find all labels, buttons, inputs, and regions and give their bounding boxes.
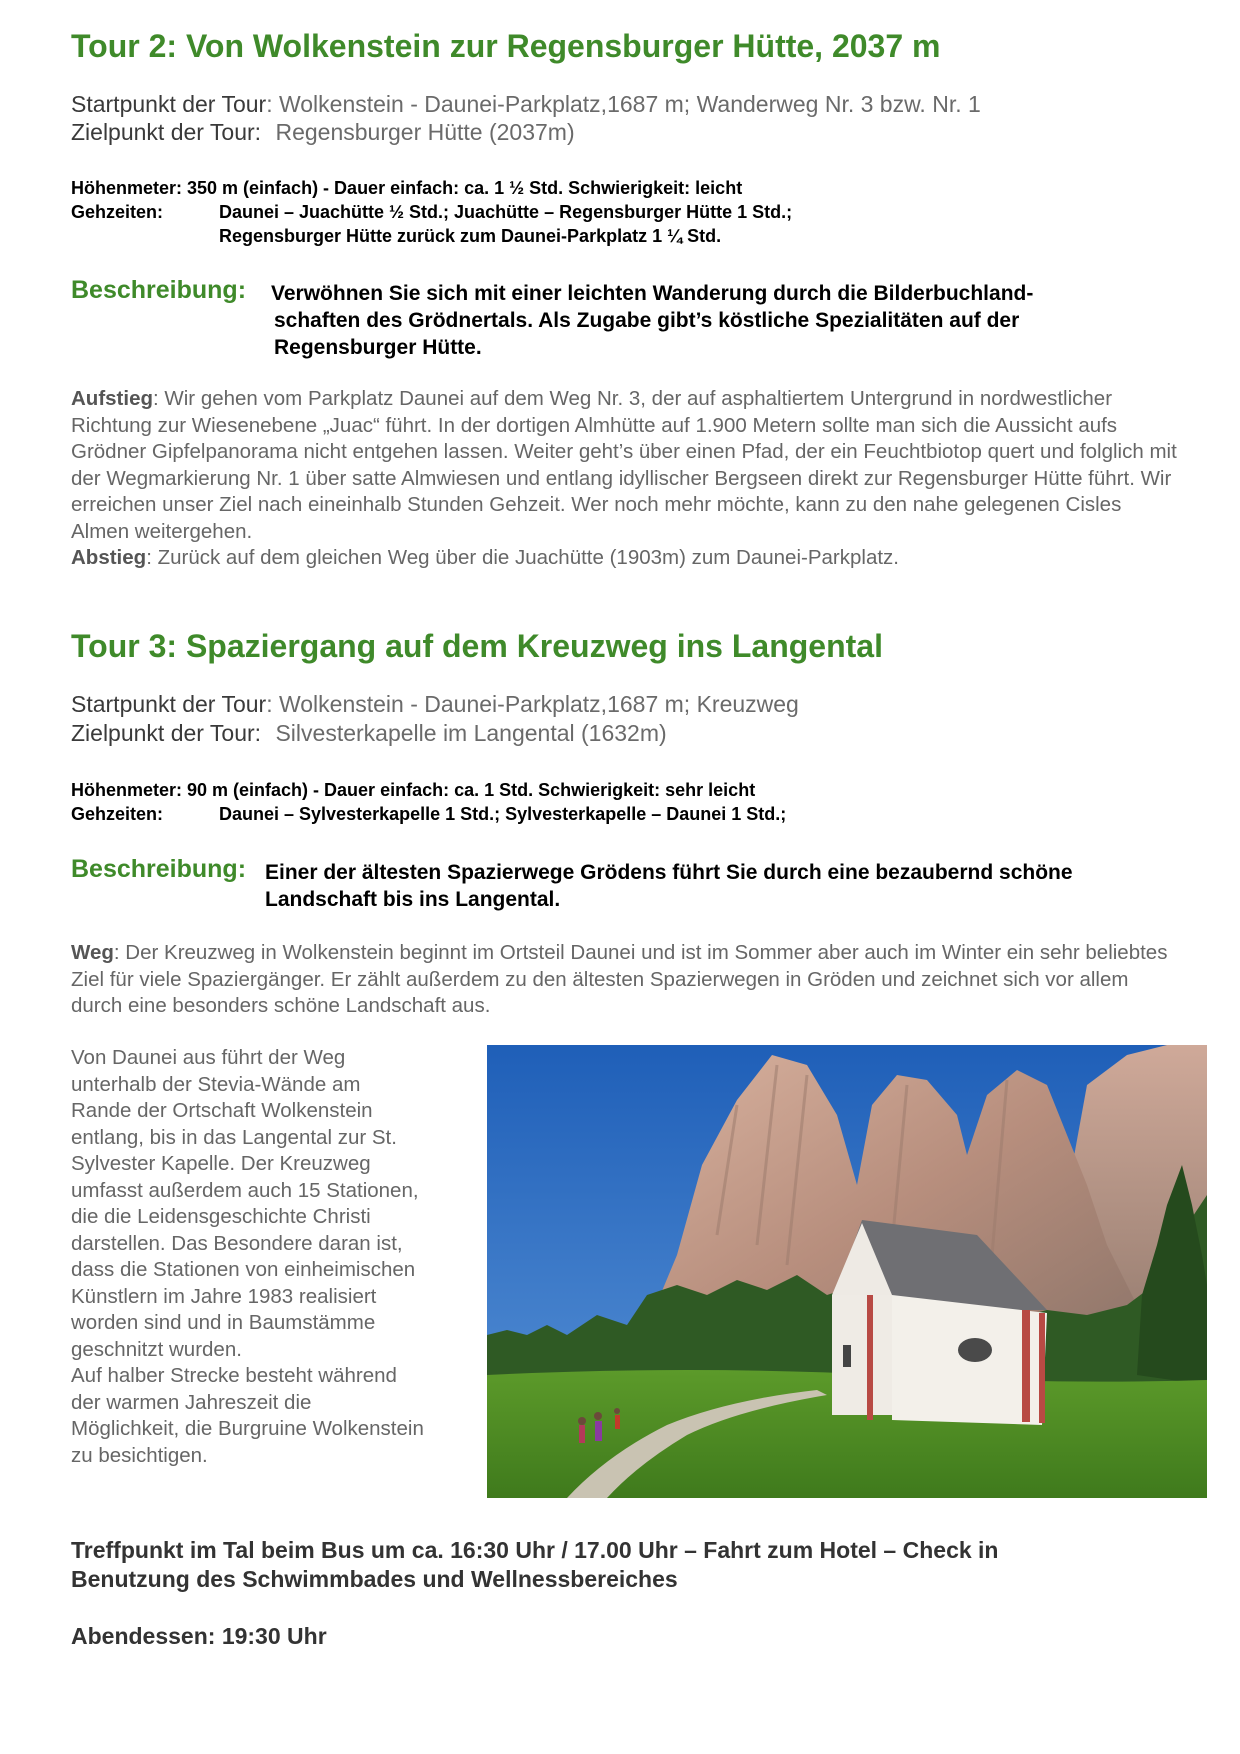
tour2-desc-line1: Verwöhnen Sie sich mit einer leichten Wanderung durch die Bilderbuchland- xyxy=(271,282,1034,305)
tour2-start-label: Startpunkt der Tour xyxy=(71,91,267,117)
side-text-line: unterhalb der Stevia-Wände am xyxy=(71,1072,361,1096)
side-text-line: Von Daunei aus führt der Weg xyxy=(71,1046,346,1069)
tour3-goal-value: Silvesterkapelle im Langental (1632m) xyxy=(275,720,667,746)
tour3-start-label: Startpunkt der Tour xyxy=(71,691,267,717)
side-text-line: geschnitzt wurden. xyxy=(71,1337,242,1361)
side-text-line: zu besichtigen. xyxy=(71,1443,208,1467)
chapel-mountain-photo xyxy=(487,1045,1207,1498)
tour2-desc-line3: Regensburger Hütte. xyxy=(274,336,482,359)
tour2-ascent-text: : Wir gehen vom Parkplatz Daunei auf dem Weg Nr. 3, der auf asphaltiertem Untergrund in nordwestlicher Richtung zur Wiesenebene „Juac“ führt. In der dortigen Almhütte auf 1.900 Metern sollte man sich die Aussicht aufs Grödner Gipfelpanorama nicht entgehen lassen. Weiter geht’s über einen Pfad, der ein Feuchtbiotop quert und folglich mit der Wegmarkierung Nr. 1 über satte Almwiesen und entlang idyllischer Bergseen direkt zur Regensburger Hütte führt. Wir erreichen unser Ziel nach eineinhalb Stunden Gehzeit. Wer noch mehr möchte, kann zu den nahe gelegenen Cisles Almen weitergehen. xyxy=(71,387,1177,543)
footer-meeting xyxy=(71,1536,998,1594)
tour3-start-value: : Wolkenstein - Daunei-Parkplatz,1687 m; Kreuzweg xyxy=(266,691,799,717)
tour2-walk-label: Gehzeiten: xyxy=(71,202,164,222)
tour2-desc-line2: schaften des Grödnertals. Als Zugabe gibt’s köstliche Spezialitäten auf der xyxy=(274,309,1020,332)
side-text-line: Sylvester Kapelle. Der Kreuzweg xyxy=(71,1152,371,1175)
tour2-goal-value: Regensburger Hütte (2037m) xyxy=(275,119,575,145)
tour3-side-text xyxy=(71,1045,471,1469)
tour2-desc-label: Beschreibung: xyxy=(71,276,247,304)
side-text-line: Auf halber Strecke besteht während xyxy=(71,1364,397,1387)
tour3-goal-label: Zielpunkt der Tour: xyxy=(71,720,262,746)
tour2-facts-line: Höhenmeter: 350 m (einfach) - Dauer einfach: ca. 1 ½ Std. Schwierigkeit: leicht xyxy=(71,178,743,198)
tour3-desc-line2: Landschaft bis ins Langental. xyxy=(265,888,561,911)
side-text-line: darstellen. Das Besondere daran ist, xyxy=(71,1231,403,1255)
footer-line2: Benutzung des Schwimmbades und Wellnessbereiches xyxy=(71,1566,678,1592)
tour3-walk-label: Gehzeiten: xyxy=(71,804,164,824)
side-text-line: dass die Stationen von einheimischen xyxy=(71,1258,416,1281)
footer-line1: Treffpunkt im Tal beim Bus um ca. 16:30 Uhr / 17.00 Uhr – Fahrt zum Hotel – Check in xyxy=(71,1537,999,1563)
tour2-description xyxy=(271,280,1033,361)
side-text-line: Künstlern im Jahre 1983 realisiert xyxy=(71,1284,377,1308)
tour3-way xyxy=(71,940,1181,1020)
side-text-line: die die Leidensgeschichte Christi xyxy=(71,1205,371,1228)
side-text-line: Möglichkeit, die Burgruine Wolkenstein xyxy=(71,1417,424,1440)
tour2-walk-line2: Regensburger Hütte zurück zum Daunei-Parkplatz 1 ¼ Std. xyxy=(219,226,722,246)
side-text-line: entlang, bis in das Langental zur St. xyxy=(71,1125,397,1149)
footer-dinner: Abendessen: 19:30 Uhr xyxy=(71,1623,327,1649)
tour2-ascent-label: Aufstieg xyxy=(71,387,153,410)
side-text-line: Rande der Ortschaft Wolkenstein xyxy=(71,1099,373,1122)
tour3-walk-line1: Daunei – Sylvesterkapelle 1 Std.; Sylvesterkapelle – Daunei 1 Std.; xyxy=(219,804,787,824)
tour2-ascent xyxy=(71,386,1181,572)
side-text-line: der warmen Jahreszeit die xyxy=(71,1390,312,1414)
side-text-line: umfasst außerdem auch 15 Stationen, xyxy=(71,1178,419,1202)
tour3-facts-line: Höhenmeter: 90 m (einfach) - Dauer einfach: ca. 1 Std. Schwierigkeit: sehr leicht xyxy=(71,780,756,800)
tour3-desc-line1: Einer der ältesten Spazierwege Grödens führt Sie durch eine bezaubernd schöne xyxy=(265,861,1073,884)
side-text-line: worden sind und in Baumstämme xyxy=(71,1311,376,1334)
tour2-walk-line1: Daunei – Juachütte ½ Std.; Juachütte – Regensburger Hütte 1 Std.; xyxy=(219,202,793,222)
tour3-desc-label: Beschreibung: xyxy=(71,855,247,883)
tour3-goal xyxy=(71,719,667,748)
tour2-start xyxy=(71,90,981,119)
tour2-descent-text: : Zurück auf dem gleichen Weg über die Juachütte (1903m) zum Daunei-Parkplatz. xyxy=(146,546,899,569)
tour2-goal-label: Zielpunkt der Tour: xyxy=(71,119,262,145)
tour3-way-text: : Der Kreuzweg in Wolkenstein beginnt im Ortsteil Daunei und ist im Sommer aber auch im Winter ein sehr beliebtes Ziel für viele Spaziergänger. Er zählt außerdem zu den ältesten Spazierwegen in Gröden und zeichnet sich vor allem durch eine besonders schöne Landschaft aus. xyxy=(71,941,1168,1017)
tour2-title: Tour 2: Von Wolkenstein zur Regensburger Hütte, 2037 m xyxy=(71,28,941,64)
tour3-way-label: Weg xyxy=(71,941,114,964)
tour3-start xyxy=(71,690,799,719)
tour2-start-value: : Wolkenstein - Daunei-Parkplatz,1687 m; Wanderweg Nr. 3 bzw. Nr. 1 xyxy=(266,91,981,117)
tour2-descent-label: Abstieg xyxy=(71,546,147,569)
tour3-title: Tour 3: Spaziergang auf dem Kreuzweg ins Langental xyxy=(71,628,883,664)
tour3-description xyxy=(265,859,1073,913)
tour2-goal xyxy=(71,118,575,147)
